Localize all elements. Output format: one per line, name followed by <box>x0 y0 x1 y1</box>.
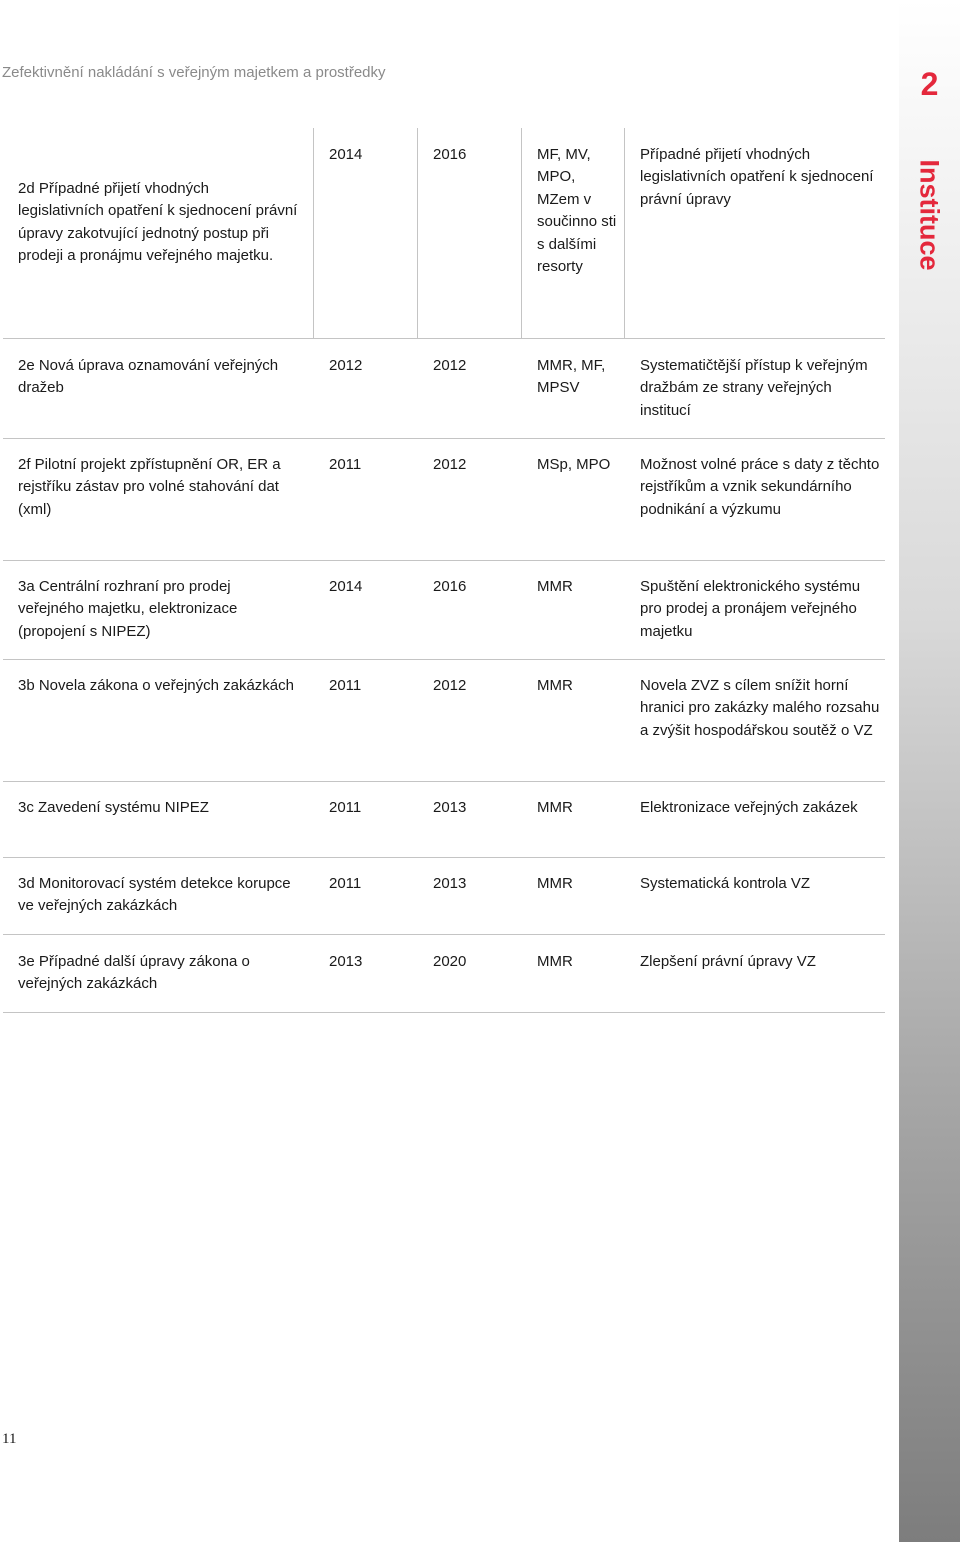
start-year-cell: 2014 <box>329 146 363 163</box>
outcome-cell: Možnost volné práce s daty z těchto rejstříkům a vznik sekundárního podnikání a výzkumu <box>640 456 880 518</box>
task-cell: 3d Monitorovací systém detekce korupce ve veřejných zakázkách <box>18 875 291 915</box>
outcome-cell: Elektronizace veřejných zakázek <box>640 799 858 816</box>
task-cell: 3c Zavedení systému NIPEZ <box>18 799 209 816</box>
responsible-cell: MF, MV, MPO, MZem v součinno sti s dalšími resorty <box>537 146 617 276</box>
table-row <box>3 355 885 439</box>
start-year-cell: 2011 <box>329 799 362 816</box>
task-cell: 2d Případné přijetí vhodných legislativních opatření k sjednocení právní úpravy zakotvující jednotný postup při prodeji a pronájmu veřejného majetku. <box>18 180 298 265</box>
start-year-cell: 2013 <box>329 953 363 970</box>
table-row <box>3 873 885 935</box>
table-row <box>3 951 885 1013</box>
chapter-label: Instituce <box>914 159 945 271</box>
task-cell: 3e Případné další úpravy zákona o veřejných zakázkách <box>18 953 250 993</box>
responsible-cell: MMR <box>537 799 573 816</box>
end-year-cell: 2013 <box>433 799 467 816</box>
responsible-cell: MMR <box>537 875 573 892</box>
table-row <box>3 797 885 858</box>
table-row <box>3 144 885 339</box>
start-year-cell: 2011 <box>329 456 362 473</box>
responsible-cell: MSp, MPO <box>537 456 611 473</box>
end-year-cell: 2016 <box>433 578 467 595</box>
chapter-number: 2 <box>920 66 939 102</box>
start-year-cell: 2012 <box>329 357 363 374</box>
outcome-cell: Systematičtější přístup k veřejným dražbám ze strany veřejných institucí <box>640 357 868 419</box>
task-cell: 3b Novela zákona o veřejných zakázkách <box>18 677 294 694</box>
end-year-cell: 2012 <box>433 357 467 374</box>
outcome-cell: Zlepšení právní úpravy VZ <box>640 953 816 970</box>
task-cell: 3a Centrální rozhraní pro prodej veřejného majetku, elektronizace (propojení s NIPEZ) <box>18 578 238 640</box>
outcome-cell: Systematická kontrola VZ <box>640 875 811 892</box>
outcome-cell: Spuštění elektronického systému pro prodej a pronájem veřejného majetku <box>640 578 861 640</box>
start-year-cell: 2011 <box>329 875 362 892</box>
responsible-cell: MMR <box>537 578 573 595</box>
task-cell: 2e Nová úprava oznamování veřejných dražeb <box>18 357 279 397</box>
table-row <box>3 454 885 561</box>
end-year-cell: 2012 <box>433 456 467 473</box>
start-year-cell: 2011 <box>329 677 362 694</box>
responsible-cell: MMR, MF, MPSV <box>537 357 606 397</box>
end-year-cell: 2012 <box>433 677 467 694</box>
table-row <box>3 576 885 660</box>
end-year-cell: 2020 <box>433 953 467 970</box>
outcome-cell: Případné přijetí vhodných legislativních opatření k sjednocení právní úpravy <box>640 146 874 208</box>
page-number: 11 <box>2 1431 17 1447</box>
start-year-cell: 2014 <box>329 578 363 595</box>
responsible-cell: MMR <box>537 953 573 970</box>
outcome-cell: Novela ZVZ s cílem snížit horní hranici pro zakázky malého rozsahu a zvýšit hospodářskou soutěž o VZ <box>640 677 880 739</box>
table-row <box>3 675 885 782</box>
end-year-cell: 2016 <box>433 146 467 163</box>
running-header: Zefektivnění nakládání s veřejným majetkem a prostředky <box>2 64 386 81</box>
responsible-cell: MMR <box>537 677 573 694</box>
task-cell: 2f Pilotní projekt zpřístupnění OR, ER a rejstříku zástav pro volné stahování dat (xml) <box>18 456 281 518</box>
end-year-cell: 2013 <box>433 875 467 892</box>
